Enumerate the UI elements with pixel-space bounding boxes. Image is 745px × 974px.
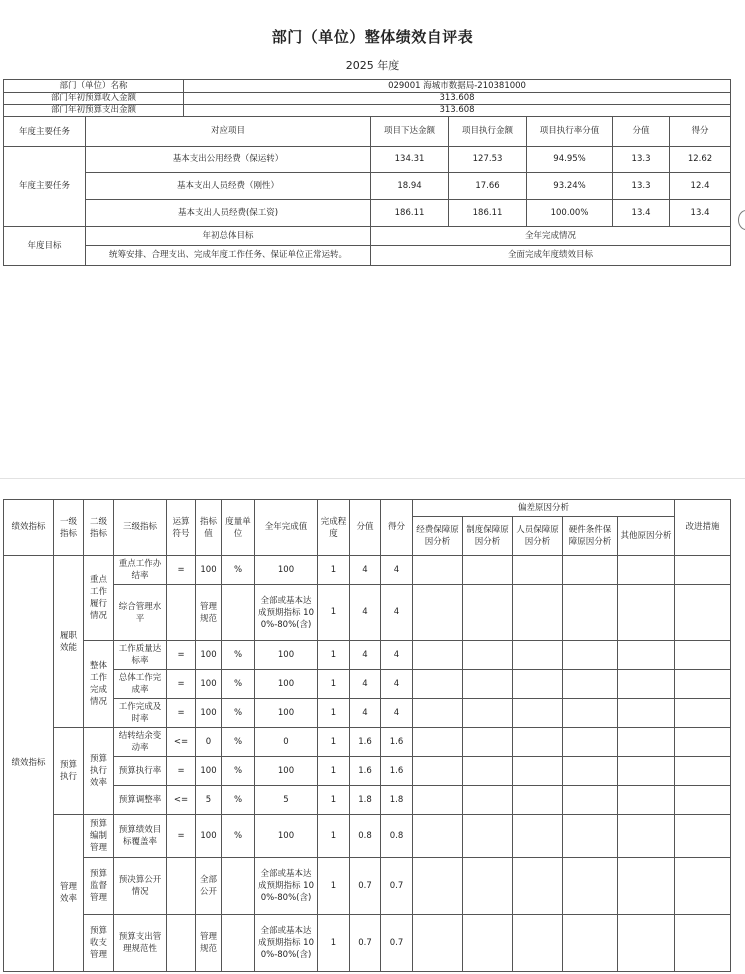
dev-staff-cell <box>513 786 563 815</box>
hdr-dev-other: 其他原因分析 <box>618 517 675 556</box>
dev-staff-cell <box>513 699 563 728</box>
dev-hardware-cell <box>563 858 618 915</box>
unit-cell: % <box>222 556 255 585</box>
dev-staff-cell <box>513 915 563 972</box>
goal-initial-text: 统筹安排、合理支出、完成年度工作任务、保证单位正常运转。 <box>86 246 371 266</box>
dev-fund-cell <box>413 585 463 641</box>
dev-other-cell <box>618 728 675 757</box>
dev-system-cell <box>463 858 513 915</box>
op-cell: = <box>167 815 196 858</box>
unit-cell: % <box>222 757 255 786</box>
hdr-unit: 度量单位 <box>222 500 255 556</box>
task-header: 年度主要任务 <box>4 117 86 147</box>
task-score: 12.62 <box>670 147 731 173</box>
target-cell: 管理规范 <box>196 915 222 972</box>
score-cell: 4 <box>381 641 413 670</box>
hdr-dev-staff: 人员保障原因分析 <box>513 517 563 556</box>
score-cell: 1.6 <box>381 728 413 757</box>
level3-cell: 预决算公开情况 <box>114 858 167 915</box>
actual-cell: 100 <box>255 556 318 585</box>
level3-cell: 工作质量达标率 <box>114 641 167 670</box>
actual-cell: 全部或基本达成预期指标 100%-80%(含) <box>255 585 318 641</box>
hdr-score: 得分 <box>381 500 413 556</box>
level3-cell: 工作完成及时率 <box>114 699 167 728</box>
op-cell: <= <box>167 786 196 815</box>
score-cell: 0.7 <box>381 858 413 915</box>
completion-cell: 1 <box>318 699 350 728</box>
expense-value: 313.608 <box>184 105 731 117</box>
op-cell: = <box>167 670 196 699</box>
expense-label: 部门年初预算支出金额 <box>4 105 184 117</box>
dev-hardware-cell <box>563 585 618 641</box>
task-exec: 127.53 <box>449 147 527 173</box>
value-cell: 0.7 <box>350 915 381 972</box>
hdr-improve: 改进措施 <box>675 500 731 556</box>
target-cell: 100 <box>196 757 222 786</box>
completion-cell: 1 <box>318 670 350 699</box>
unit-cell: % <box>222 728 255 757</box>
summary-table <box>3 79 731 266</box>
dev-system-cell <box>463 641 513 670</box>
goal-complete-header: 全年完成情况 <box>371 227 731 246</box>
dev-other-cell <box>618 699 675 728</box>
hdr-value: 分值 <box>350 500 381 556</box>
dev-fund-cell <box>413 815 463 858</box>
hdr-target: 指标值 <box>196 500 222 556</box>
dev-staff-cell <box>513 815 563 858</box>
hdr-level2: 二级指标 <box>84 500 114 556</box>
dev-other-cell <box>618 556 675 585</box>
dev-system-cell <box>463 728 513 757</box>
completion-cell: 1 <box>318 786 350 815</box>
completion-cell: 1 <box>318 757 350 786</box>
dev-system-cell <box>463 757 513 786</box>
dev-fund-cell <box>413 699 463 728</box>
completion-cell: 1 <box>318 858 350 915</box>
task-project: 基本支出公用经费（保运转） <box>86 147 371 173</box>
level1-cell: 管理效率 <box>54 815 84 972</box>
dev-hardware-cell <box>563 556 618 585</box>
goal-label: 年度目标 <box>4 227 86 266</box>
dev-other-cell <box>618 915 675 972</box>
op-cell <box>167 915 196 972</box>
unit-cell <box>222 585 255 641</box>
dev-fund-cell <box>413 556 463 585</box>
score-cell: 4 <box>381 556 413 585</box>
completion-cell: 1 <box>318 556 350 585</box>
level2-cell: 预算编制管理 <box>84 815 114 858</box>
completion-cell: 1 <box>318 585 350 641</box>
target-cell: 5 <box>196 786 222 815</box>
dev-fund-cell <box>413 786 463 815</box>
score-cell: 4 <box>381 585 413 641</box>
dev-system-cell <box>463 670 513 699</box>
improve-cell <box>675 699 731 728</box>
dev-staff-cell <box>513 670 563 699</box>
task-rate: 94.95% <box>527 147 613 173</box>
level3-cell: 总体工作完成率 <box>114 670 167 699</box>
score-cell: 0.8 <box>381 815 413 858</box>
actual-cell: 0 <box>255 728 318 757</box>
improve-cell <box>675 641 731 670</box>
target-cell: 管理规范 <box>196 585 222 641</box>
task-rate: 93.24% <box>527 173 613 200</box>
dev-hardware-cell <box>563 670 618 699</box>
level3-cell: 预算支出管理规范性 <box>114 915 167 972</box>
target-cell: 100 <box>196 815 222 858</box>
target-cell: 0 <box>196 728 222 757</box>
performance-table <box>3 499 731 972</box>
score-cell: 1.8 <box>381 786 413 815</box>
hdr-dev-fund: 经费保障原因分析 <box>413 517 463 556</box>
hdr-level1: 一级指标 <box>54 500 84 556</box>
dev-other-cell <box>618 670 675 699</box>
value-cell: 4 <box>350 670 381 699</box>
dev-hardware-cell <box>563 641 618 670</box>
score-cell: 4 <box>381 699 413 728</box>
op-cell <box>167 858 196 915</box>
level2-cell: 整体工作完成情况 <box>84 641 114 728</box>
task-value: 13.3 <box>613 173 670 200</box>
level1-cell: 预算执行 <box>54 728 84 815</box>
improve-cell <box>675 915 731 972</box>
hdr-level3: 三级指标 <box>114 500 167 556</box>
task-exec: 17.66 <box>449 173 527 200</box>
dev-other-cell <box>618 815 675 858</box>
unit-name-value: 029001 海城市数据局-210381000 <box>184 80 731 93</box>
task-value: 13.3 <box>613 147 670 173</box>
value-cell: 0.7 <box>350 858 381 915</box>
completion-cell: 1 <box>318 915 350 972</box>
task-project: 基本支出人员经费(保工资) <box>86 200 371 227</box>
unit-cell <box>222 858 255 915</box>
task-score: 12.4 <box>670 173 731 200</box>
dev-fund-cell <box>413 915 463 972</box>
completion-cell: 1 <box>318 728 350 757</box>
year-label: 2025 年度 <box>345 59 400 72</box>
target-cell: 100 <box>196 641 222 670</box>
dev-fund-cell <box>413 728 463 757</box>
op-cell <box>167 585 196 641</box>
dev-staff-cell <box>513 728 563 757</box>
hdr-actual: 全年完成值 <box>255 500 318 556</box>
value-cell: 1.6 <box>350 757 381 786</box>
value-cell: 4 <box>350 556 381 585</box>
improve-cell <box>675 786 731 815</box>
completion-cell: 1 <box>318 641 350 670</box>
col-rate-header: 项目执行率分值 <box>527 117 613 147</box>
goal-complete-text: 全面完成年度绩效目标 <box>371 246 731 266</box>
op-cell: = <box>167 556 196 585</box>
actual-cell: 100 <box>255 641 318 670</box>
value-cell: 1.6 <box>350 728 381 757</box>
level3-cell: 预算绩效目标覆盖率 <box>114 815 167 858</box>
income-value: 313.608 <box>184 93 731 105</box>
value-cell: 1.8 <box>350 786 381 815</box>
col-budget-header: 项目下达金额 <box>371 117 449 147</box>
dev-system-cell <box>463 815 513 858</box>
value-cell: 4 <box>350 585 381 641</box>
target-cell: 100 <box>196 699 222 728</box>
dev-system-cell <box>463 585 513 641</box>
level3-cell: 重点工作办结率 <box>114 556 167 585</box>
actual-cell: 全部或基本达成预期指标 100%-80%(含) <box>255 915 318 972</box>
actual-cell: 全部或基本达成预期指标 100%-80%(含) <box>255 858 318 915</box>
improve-cell <box>675 815 731 858</box>
side-handle-icon[interactable] <box>738 210 745 230</box>
level3-cell: 预算调整率 <box>114 786 167 815</box>
dev-hardware-cell <box>563 915 618 972</box>
score-cell: 1.6 <box>381 757 413 786</box>
value-cell: 4 <box>350 699 381 728</box>
task-label: 年度主要任务 <box>4 147 86 227</box>
level1-cell: 履职效能 <box>54 556 84 728</box>
hdr-dev-hardware: 硬件条件保障原因分析 <box>563 517 618 556</box>
level2-cell: 重点工作履行情况 <box>84 556 114 641</box>
level2-cell: 预算执行效率 <box>84 728 114 815</box>
task-budget: 18.94 <box>371 173 449 200</box>
dev-fund-cell <box>413 670 463 699</box>
dev-fund-cell <box>413 757 463 786</box>
task-rate: 100.00% <box>527 200 613 227</box>
task-budget: 134.31 <box>371 147 449 173</box>
value-cell: 4 <box>350 641 381 670</box>
improve-cell <box>675 670 731 699</box>
actual-cell: 100 <box>255 757 318 786</box>
level3-cell: 结转结余变动率 <box>114 728 167 757</box>
task-score: 13.4 <box>670 200 731 227</box>
score-cell: 4 <box>381 670 413 699</box>
dev-system-cell <box>463 915 513 972</box>
page-divider <box>0 478 745 479</box>
unit-cell: % <box>222 699 255 728</box>
hdr-op: 运算符号 <box>167 500 196 556</box>
goal-initial-header: 年初总体目标 <box>86 227 371 246</box>
hdr-deviation: 偏差原因分析 <box>413 500 675 517</box>
unit-cell: % <box>222 641 255 670</box>
actual-cell: 100 <box>255 815 318 858</box>
completion-cell: 1 <box>318 815 350 858</box>
score-cell: 0.7 <box>381 915 413 972</box>
task-project: 基本支出人员经费（刚性） <box>86 173 371 200</box>
indicator-label: 绩效指标 <box>4 556 54 972</box>
level3-cell: 预算执行率 <box>114 757 167 786</box>
col-value-header: 分值 <box>613 117 670 147</box>
op-cell: = <box>167 699 196 728</box>
page-title: 部门（单位）整体绩效自评表 <box>271 28 474 46</box>
op-cell: = <box>167 757 196 786</box>
dev-staff-cell <box>513 858 563 915</box>
dev-hardware-cell <box>563 786 618 815</box>
income-label: 部门年初预算收入金额 <box>4 93 184 105</box>
actual-cell: 100 <box>255 670 318 699</box>
col-exec-header: 项目执行金额 <box>449 117 527 147</box>
dev-system-cell <box>463 786 513 815</box>
hdr-indicator: 绩效指标 <box>4 500 54 556</box>
target-cell: 100 <box>196 670 222 699</box>
col-project-header: 对应项目 <box>86 117 371 147</box>
unit-cell: % <box>222 786 255 815</box>
dev-staff-cell <box>513 641 563 670</box>
improve-cell <box>675 757 731 786</box>
improve-cell <box>675 585 731 641</box>
actual-cell: 5 <box>255 786 318 815</box>
level3-cell: 综合管理水平 <box>114 585 167 641</box>
dev-hardware-cell <box>563 757 618 786</box>
dev-staff-cell <box>513 585 563 641</box>
dev-other-cell <box>618 858 675 915</box>
dev-system-cell <box>463 699 513 728</box>
hdr-dev-system: 制度保障原因分析 <box>463 517 513 556</box>
dev-other-cell <box>618 786 675 815</box>
dev-fund-cell <box>413 641 463 670</box>
actual-cell: 100 <box>255 699 318 728</box>
dev-other-cell <box>618 585 675 641</box>
dev-fund-cell <box>413 858 463 915</box>
task-value: 13.4 <box>613 200 670 227</box>
task-budget: 186.11 <box>371 200 449 227</box>
dev-other-cell <box>618 757 675 786</box>
unit-name-label: 部门（单位）名称 <box>4 80 184 93</box>
unit-cell: % <box>222 815 255 858</box>
dev-staff-cell <box>513 757 563 786</box>
dev-staff-cell <box>513 556 563 585</box>
level2-cell: 预算收支管理 <box>84 915 114 972</box>
col-score-header: 得分 <box>670 117 731 147</box>
value-cell: 0.8 <box>350 815 381 858</box>
op-cell: = <box>167 641 196 670</box>
task-exec: 186.11 <box>449 200 527 227</box>
target-cell: 全部公开 <box>196 858 222 915</box>
level2-cell: 预算监督管理 <box>84 858 114 915</box>
dev-hardware-cell <box>563 699 618 728</box>
dev-hardware-cell <box>563 728 618 757</box>
unit-cell: % <box>222 670 255 699</box>
unit-cell <box>222 915 255 972</box>
improve-cell <box>675 556 731 585</box>
dev-hardware-cell <box>563 815 618 858</box>
target-cell: 100 <box>196 556 222 585</box>
improve-cell <box>675 858 731 915</box>
op-cell: <= <box>167 728 196 757</box>
improve-cell <box>675 728 731 757</box>
dev-system-cell <box>463 556 513 585</box>
dev-other-cell <box>618 641 675 670</box>
hdr-completion: 完成程度 <box>318 500 350 556</box>
